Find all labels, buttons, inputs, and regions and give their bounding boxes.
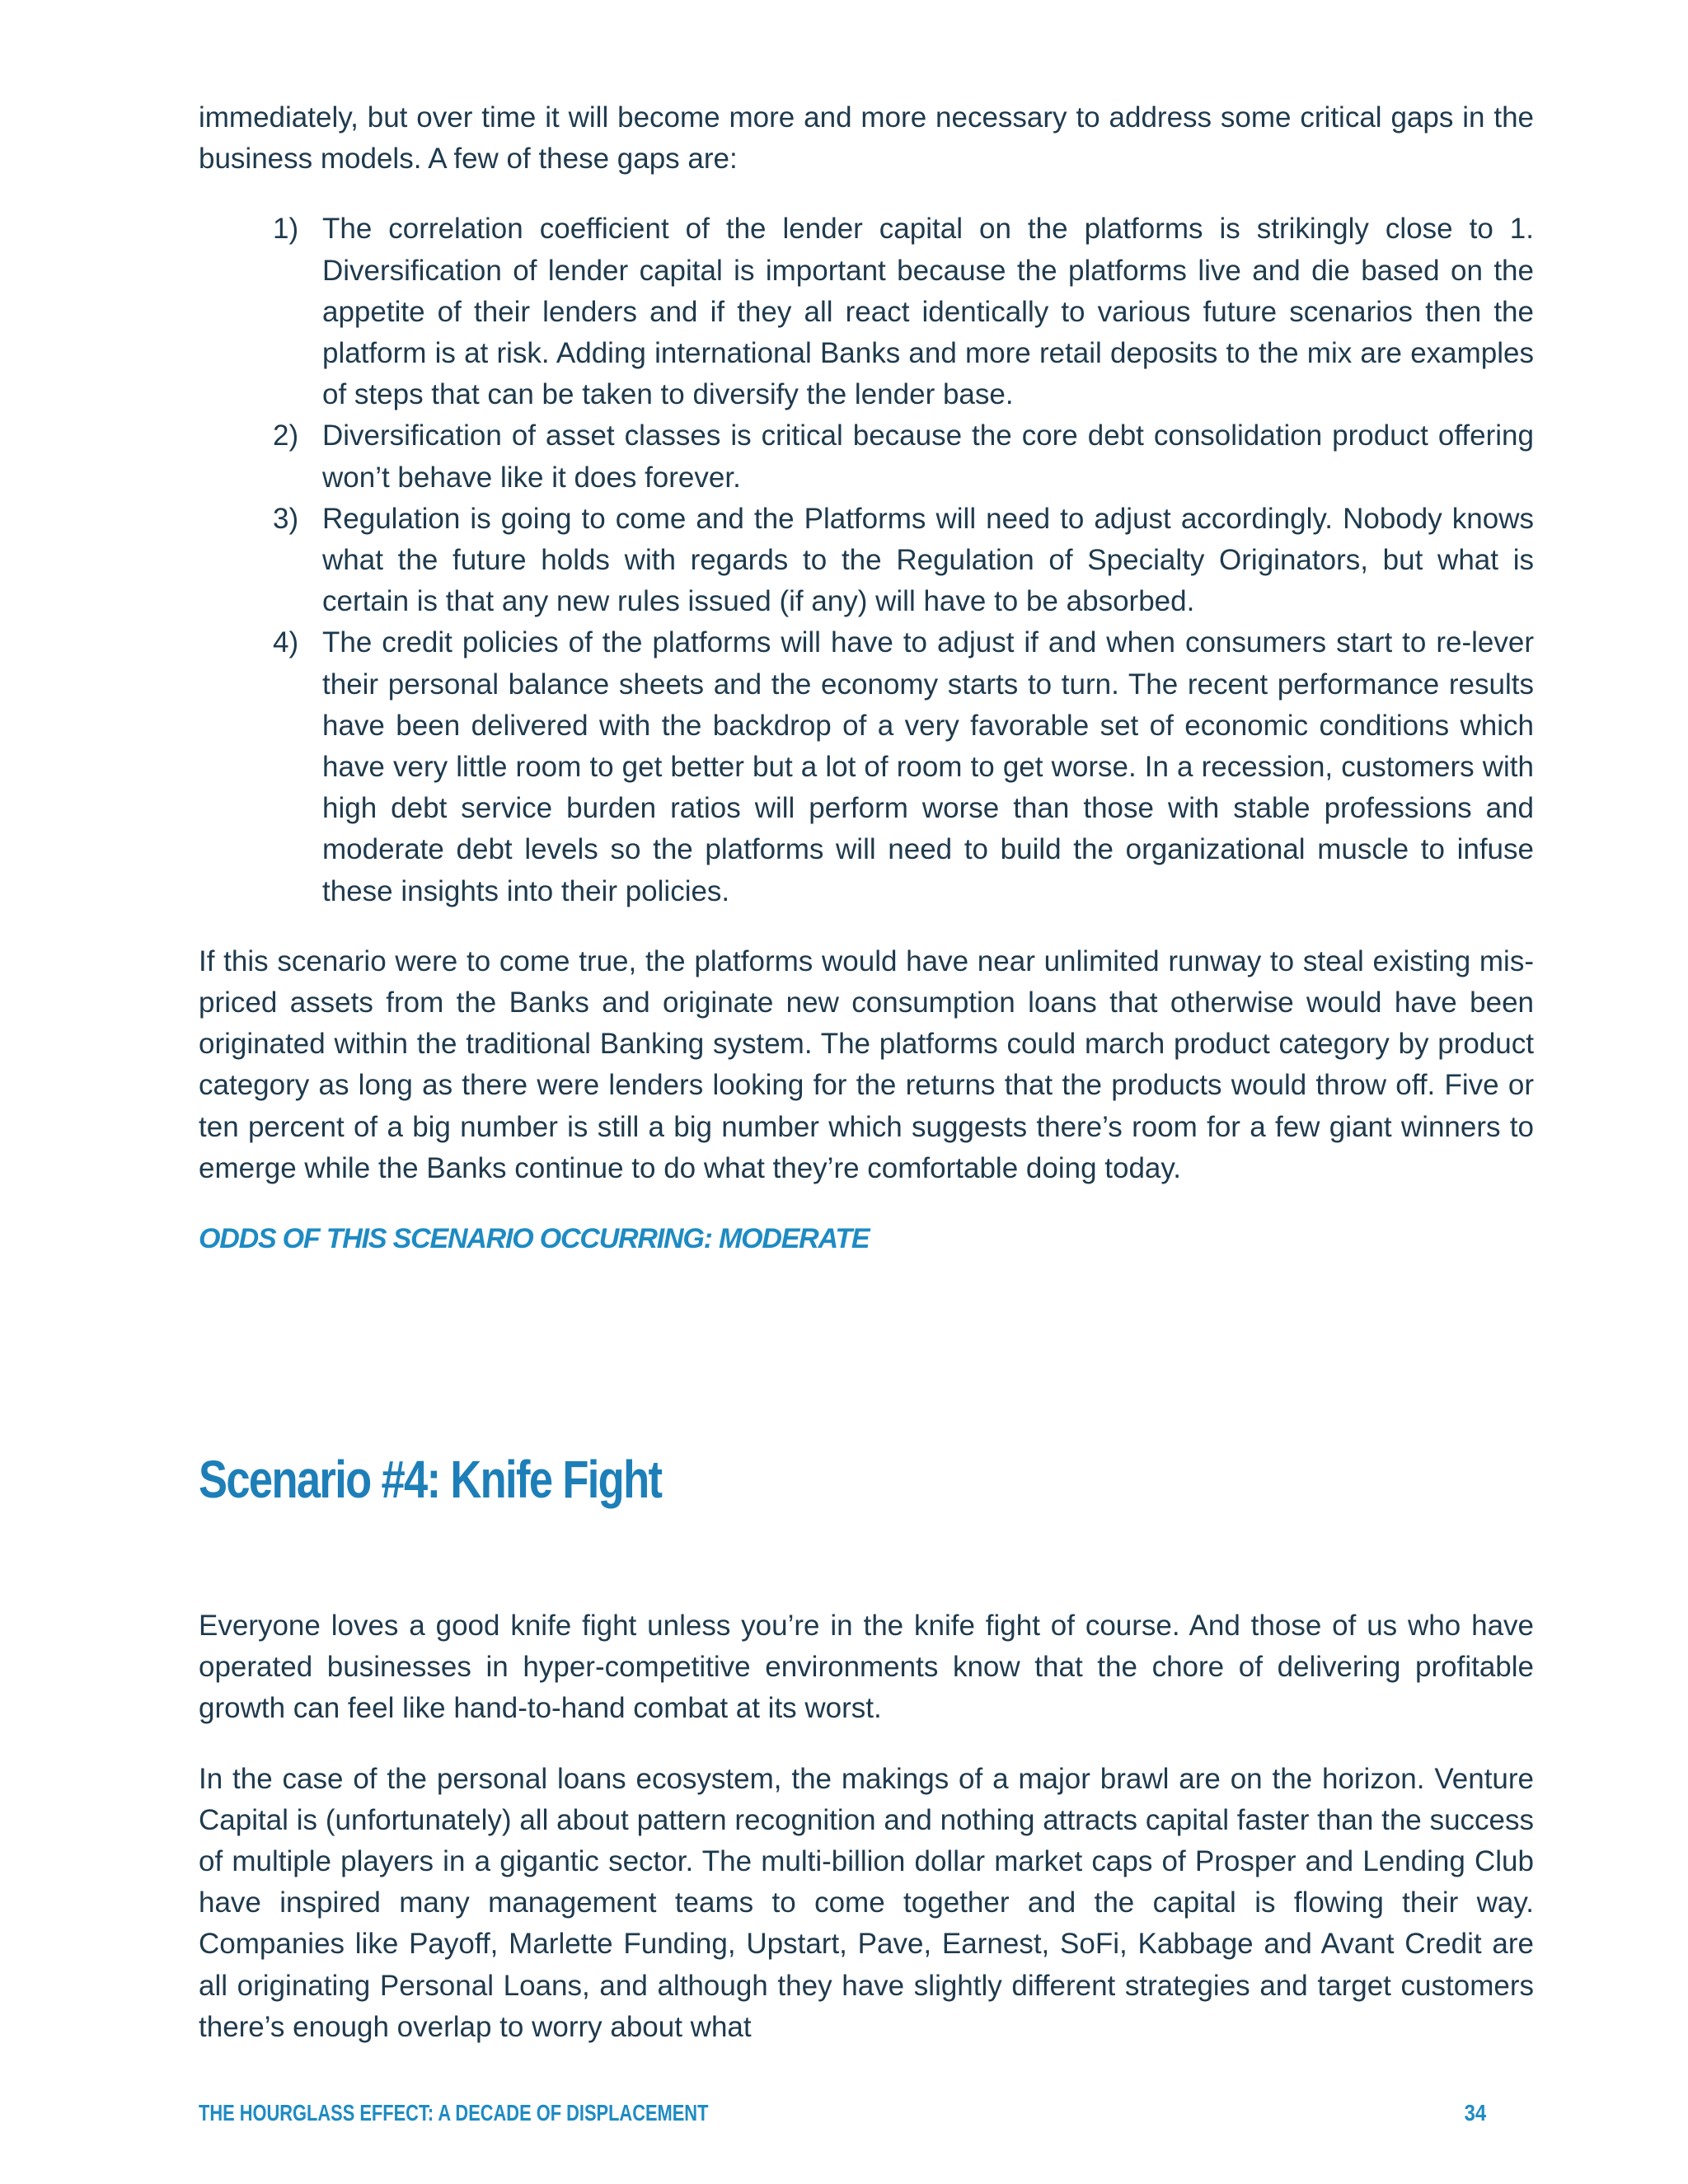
page-number: 34 bbox=[1464, 2100, 1486, 2125]
list-item-number: 3) bbox=[273, 502, 299, 535]
footer-title: THE HOURGLASS EFFECT: A DECADE OF DISPLACEMENT bbox=[199, 2100, 709, 2125]
scenario4-paragraph: In the case of the personal loans ecosystem, the makings of a major brawl are on the horizon. Venture Capital is (unfortunately) all about pattern recognition and nothing attracts capital faster than the success of multiple players in a gigantic sector. The multi-billion dollar market caps of Prosper and Lending Club have inspired many management teams to come together and the capital is flowing their way. Companies like Payoff, Marlette Funding, Upstart, Pave, Earnest, SoFi, Kabbage and Avant Credit are all originating Personal Loans, and although they have slightly different strategies and target customers there’s enough overlap to worry about what bbox=[199, 1762, 1534, 2043]
section-heading: Scenario #4: Knife Fight bbox=[199, 1450, 662, 1509]
page-footer bbox=[199, 2100, 1486, 2133]
list-item bbox=[273, 622, 1534, 912]
list-item-number: 4) bbox=[273, 626, 299, 659]
list-item-text: Regulation is going to come and the Platforms will need to adjust accordingly. Nobody knows what the future holds with regards to the Regulation of Specialty Originators, but what is certain is that any new rules issued (if any) will have to be absorbed. bbox=[322, 502, 1534, 618]
list-item bbox=[273, 209, 1534, 415]
list-item-text: Diversification of asset classes is critical because the core debt consolidation product offering won’t behave like it does forever. bbox=[322, 419, 1534, 494]
list-item-number: 2) bbox=[273, 419, 299, 452]
intro-paragraph: immediately, but over time it will become more and more necessary to address some critical gaps in the business models. A few of these gaps are: bbox=[199, 101, 1534, 176]
list-item-text: The correlation coefficient of the lender capital on the platforms is strikingly close to 1. Diversification of lender capital is important because the platforms live and die based on the appetite of their lenders and if they all react identically to various future scenarios then the platform is at risk. Adding international Banks and more retail deposits to the mix are examples of steps that can be taken to diversify the lender base. bbox=[322, 213, 1534, 411]
gaps-list bbox=[199, 209, 1534, 912]
list-item bbox=[273, 415, 1534, 498]
list-item-number: 1) bbox=[273, 213, 299, 246]
list-item-text: The credit policies of the platforms will have to adjust if and when consumers start to re-lever their personal balance sheets and the economy starts to turn. The recent performance results have been delivered with the backdrop of a very favorable set of economic conditions which have very little room to get better but a lot of room to get worse. In a recession, customers with high debt service burden ratios will perform worse than those with stable professions and moderate debt levels so the platforms will need to build the organizational muscle to infuse these insights into their policies. bbox=[322, 626, 1534, 907]
scenario3-conclusion-paragraph: If this scenario were to come true, the platforms would have near unlimited runway to steal existing mis-priced assets from the Banks and originate new consumption loans that otherwise would have been originated within the traditional Banking system. The platforms could march product category by product category as long as there were lenders looking for the returns that the products would throw off. Five or ten percent of a big number is still a big number which suggests there’s room for a few giant winners to emerge while the Banks continue to do what they’re comfortable doing today. bbox=[199, 944, 1534, 1184]
page-content bbox=[199, 97, 1534, 2043]
odds-callout: ODDS OF THIS SCENARIO OCCURRING: MODERATE bbox=[199, 1223, 870, 1255]
scenario4-body bbox=[199, 1605, 1534, 2077]
list-item bbox=[273, 499, 1534, 623]
scenario4-paragraph: Everyone loves a good knife fight unless you’re in the knife fight of course. And those of us who have operated businesses in hyper-competitive environments know that the chore of delivering profitable growth can feel like hand-to-hand combat at its worst. bbox=[199, 1610, 1534, 1725]
